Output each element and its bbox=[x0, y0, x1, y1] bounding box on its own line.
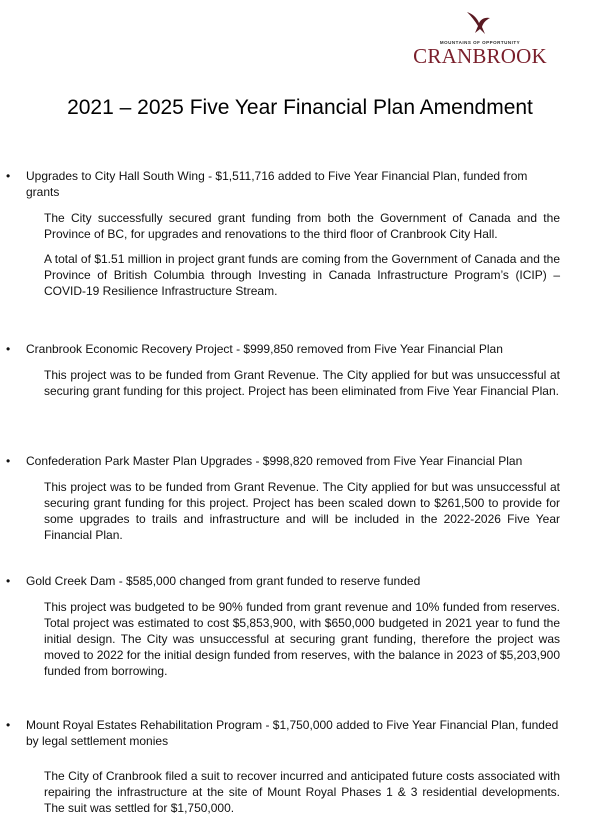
logo-name: CRANBROOK bbox=[413, 44, 547, 68]
bird-icon bbox=[463, 8, 497, 38]
item-economic-recovery bbox=[0, 341, 600, 399]
page-title: 2021 – 2025 Five Year Financial Plan Amendment bbox=[67, 96, 533, 119]
bullet-icon: • bbox=[6, 574, 11, 588]
item-gold-creek-dam bbox=[0, 573, 600, 679]
item-paragraph: This project was budgeted to be 90% funded from grant revenue and 10% funded from reserves. Total project was estimated to cost $5,853,900, with $650,000 budgeted in 2021 year to fund the initial design. The City was unsuccessful at securing grant funding, therefore the project was moved to 2022 for the initial design funded from reserves, with the balance in 2023 of $5,203,900 funded from borrowing. bbox=[44, 600, 560, 678]
item-city-hall bbox=[0, 168, 600, 299]
item-heading: • Cranbrook Economic Recovery Project - $999,850 removed from Five Year Financial Plan bbox=[6, 342, 503, 356]
bullet-icon: • bbox=[6, 169, 11, 183]
item-heading: • Upgrades to City Hall South Wing - $1,511,716 added to Five Year Financial Plan, funded from grants bbox=[6, 169, 528, 199]
bullet-icon: • bbox=[6, 718, 11, 732]
item-heading: • Gold Creek Dam - $585,000 changed from grant funded to reserve funded bbox=[6, 574, 421, 588]
item-paragraph: This project was to be funded from Grant Revenue. The City applied for but was unsuccessful at securing grant funding for this project. Project has been eliminated from Five Year Financial Plan. bbox=[44, 368, 560, 398]
bullet-icon: • bbox=[6, 454, 11, 468]
item-heading: • Mount Royal Estates Rehabilitation Program - $1,750,000 added to Five Year Financial Plan, funded by legal settlement monies bbox=[6, 718, 559, 748]
item-paragraph: This project was to be funded from Grant Revenue. The City applied for but was unsuccessful at securing grant funding for this project. Project has been scaled down to $261,500 to provide for some upgrades to trails and infrastructure and will be included in the 2022-2026 Five Year Financial Plan. bbox=[44, 480, 560, 542]
item-confederation-park bbox=[0, 453, 600, 543]
cranbrook-logo bbox=[400, 8, 560, 82]
item-mount-royal bbox=[0, 717, 600, 816]
item-paragraph: The City of Cranbrook filed a suit to recover incurred and anticipated future costs associated with repairing the infrastructure at the site of Mount Royal Phases 1 & 3 residential developments. The suit was settled for $1,750,000. bbox=[44, 769, 560, 815]
item-heading: • Confederation Park Master Plan Upgrades - $998,820 removed from Five Year Financial Plan bbox=[6, 454, 523, 468]
bullet-icon: • bbox=[6, 342, 11, 356]
logo-tagline: MOUNTAINS OF OPPORTUNITY bbox=[439, 40, 521, 45]
item-paragraph: A total of $1.51 million in project grant funds are coming from the Government of Canada and the Province of British Columbia through Investing in Canada Infrastructure Program’s (ICIP) – COVID-19 Resilience Infrastructure Stream. bbox=[44, 252, 560, 298]
item-paragraph: The City successfully secured grant funding from both the Government of Canada and the Province of BC, for upgrades and renovations to the third floor of Cranbrook City Hall. bbox=[44, 211, 560, 241]
